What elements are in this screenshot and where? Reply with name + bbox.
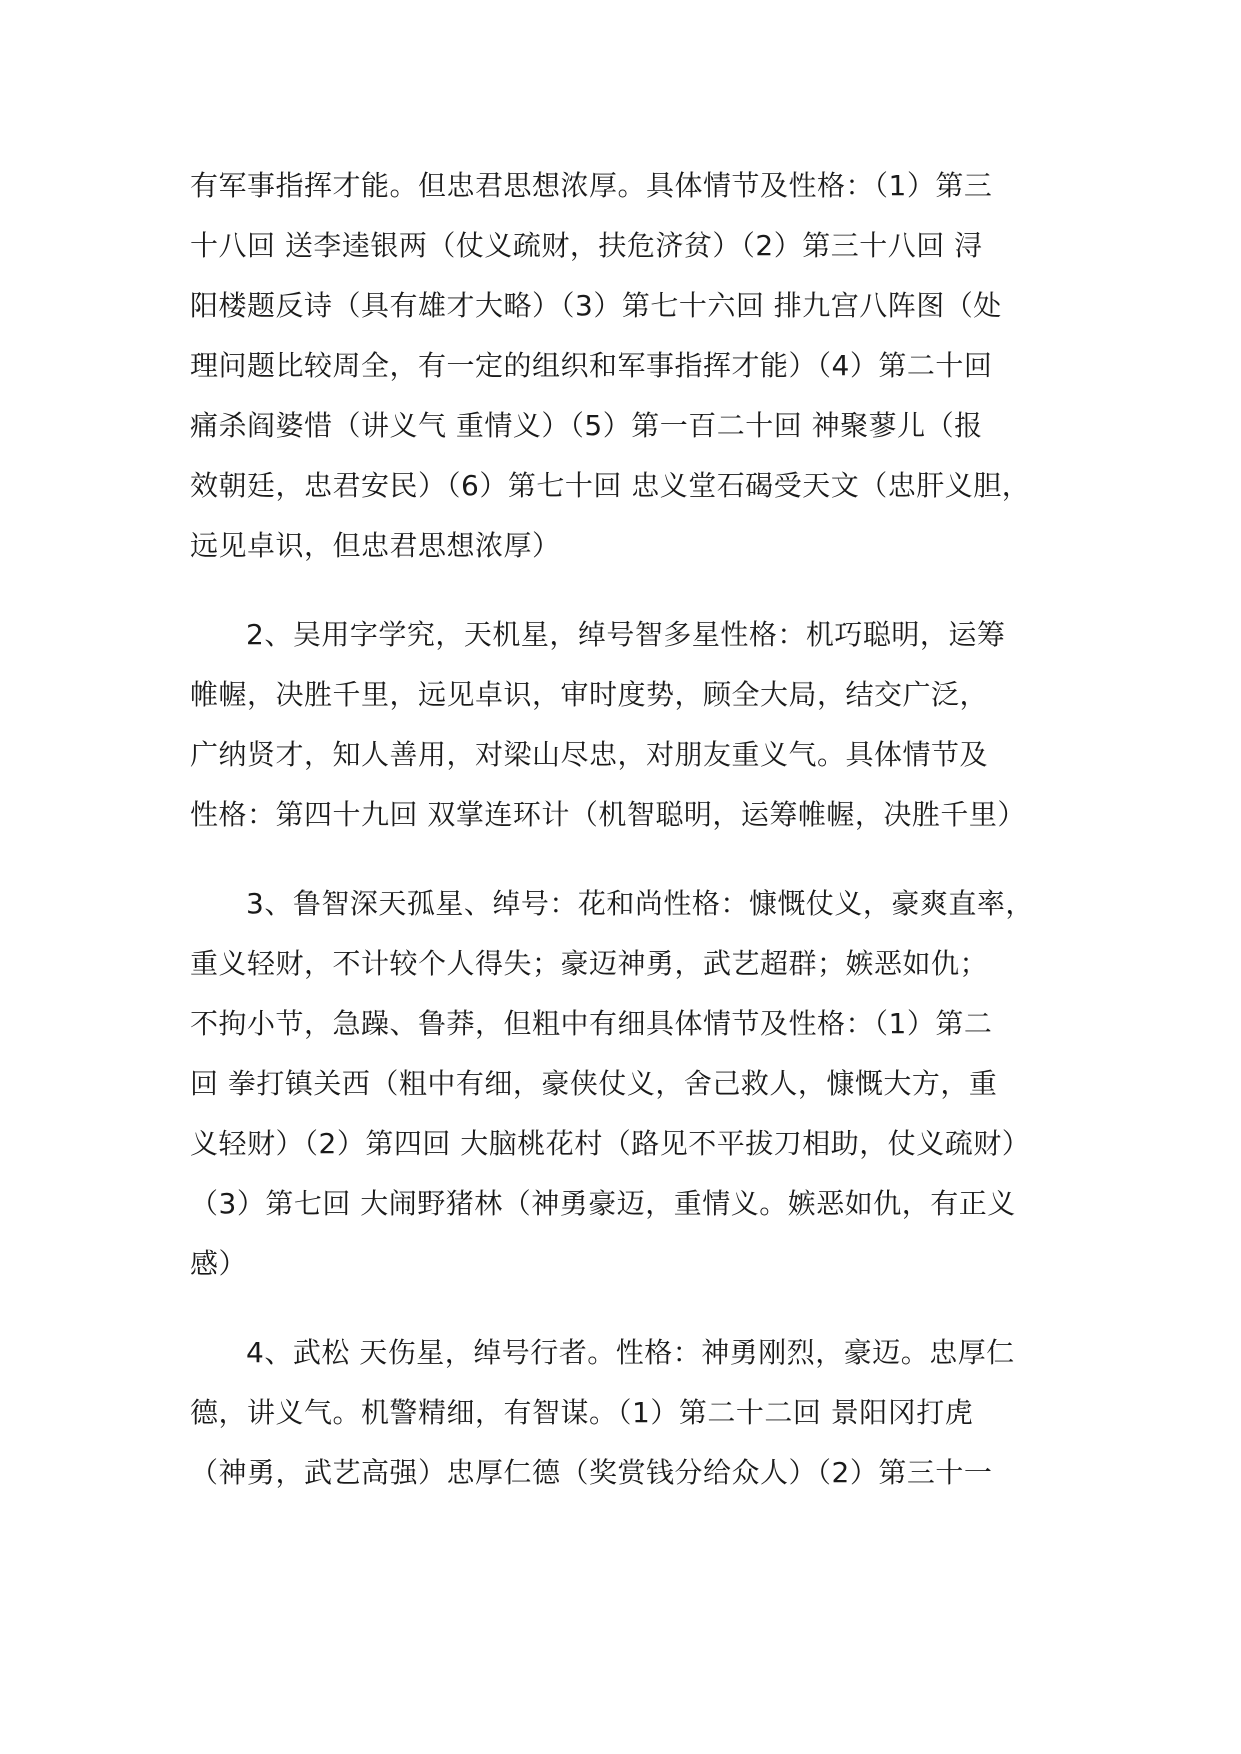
text-line: 广纳贤才，知人善用，对梁山尽忠，对朋友重义气。具体情节及 bbox=[190, 738, 989, 771]
text-line: 4、武松 天伤星，绰号行者。性格：神勇刚烈，豪迈。忠厚仁 bbox=[246, 1336, 1015, 1369]
text-line: 回 拳打镇关西（粗中有细，豪侠仗义，舍己救人，慷慨大方，重 bbox=[190, 1067, 998, 1100]
text-line: 帷幄，决胜千里，远见卓识，审时度势，顾全大局，结交广泛， bbox=[190, 678, 989, 711]
text-line: 德，讲义气。机警精细，有智谋。（1）第二十二回 景阳冈打虎 bbox=[190, 1396, 974, 1429]
text-line: 理问题比较周全，有一定的组织和军事指挥才能）（4）第二十回 bbox=[190, 349, 993, 382]
text-line: 义轻财）（2）第四回 大脑桃花村（路见不平拔刀相助，仗义疏财） bbox=[190, 1127, 1031, 1160]
text-line: 性格：第四十九回 双掌连环计（机智聪明，运筹帷幄，决胜千里） bbox=[190, 798, 1026, 831]
text-line: 十八回 送李逵银两（仗义疏财，扶危济贫）（2）第三十八回 浔 bbox=[190, 229, 983, 262]
text-line: （3）第七回 大闹野猪林（神勇豪迈，重情义。嫉恶如仇，有正义 bbox=[190, 1187, 1016, 1220]
text-line: 远见卓识，但忠君思想浓厚） bbox=[190, 529, 561, 562]
text-line: 有军事指挥才能。但忠君思想浓厚。具体情节及性格：（1）第三 bbox=[190, 169, 993, 202]
text-line: 效朝廷，忠君安民）（6）第七十回 忠义堂石碣受天文（忠肝义胆， bbox=[190, 469, 1031, 502]
body-text bbox=[190, 156, 1050, 1503]
paragraph-luzhishen bbox=[190, 874, 1050, 1294]
text-line: 3、鲁智深天孤星、绰号：花和尚性格：慷慨仗义，豪爽直率， bbox=[246, 887, 1034, 920]
text-line: 感） bbox=[190, 1247, 248, 1280]
text-line: 不拘小节，急躁、鲁莽，但粗中有细具体情节及性格：（1）第二 bbox=[190, 1007, 993, 1040]
paragraph-songjiang bbox=[190, 156, 1050, 576]
text-line: 2、吴用字学究，天机星，绰号智多星性格：机巧聪明，运筹 bbox=[246, 618, 1006, 651]
text-line: 阳楼题反诗（具有雄才大略）（3）第七十六回 排九宫八阵图（处 bbox=[190, 289, 1002, 322]
text-line: 痛杀阎婆惜（讲义气 重情义）（5）第一百二十回 神聚蓼儿（报 bbox=[190, 409, 983, 442]
text-line: 重义轻财，不计较个人得失；豪迈神勇，武艺超群；嫉恶如仇； bbox=[190, 947, 989, 980]
paragraph-wusong bbox=[190, 1323, 1050, 1503]
paragraph-wuyong bbox=[190, 605, 1050, 845]
text-line: （神勇，武艺高强）忠厚仁德（奖赏钱分给众人）（2）第三十一 bbox=[190, 1456, 993, 1489]
